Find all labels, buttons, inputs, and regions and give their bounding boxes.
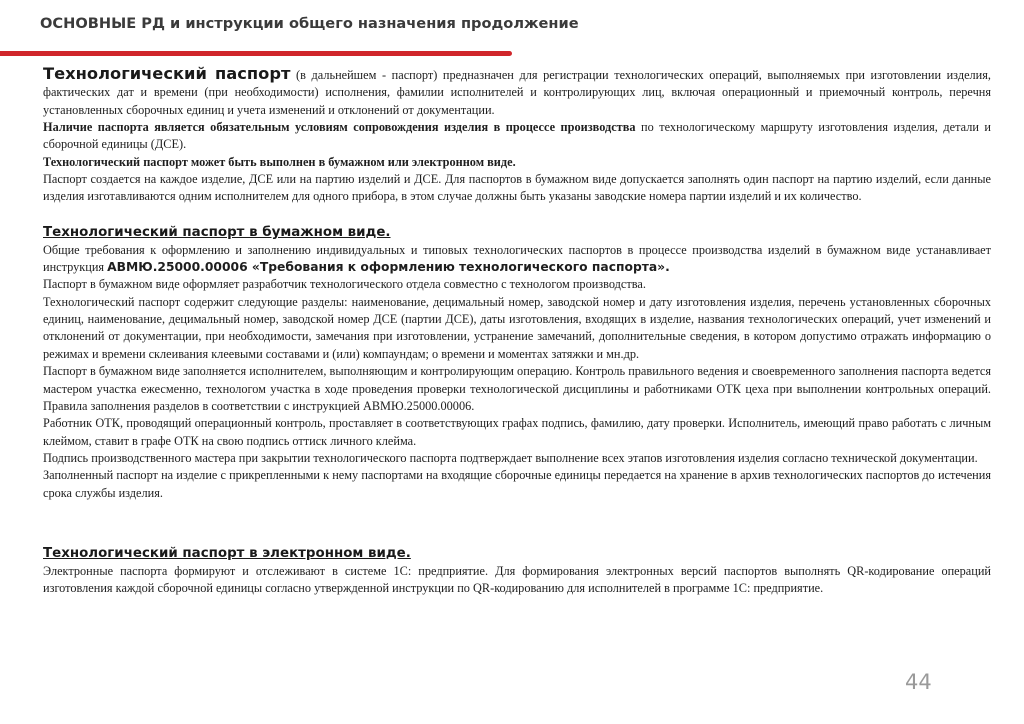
mandatory-rest: по технологическому маршруту изготовления изделия, детали и сборочной единицы (ДСЕ). [43,120,991,152]
paper-paragraph-4: Паспорт в бумажном виде заполняется исполнителем, выполняющим и контролирующим операцию. Контроль правильного ведения и своевременного заполнения паспорта ведется мастером участка ежесменно, технологом участка в ходе проведения проверки технологической дисциплины и работниками ОТК цеха при выполнении контрольных операций. Правила заполнения разделов в соответствии с инструкцией АВМЮ.25000.00006. [43,364,991,413]
instruction-reference: АВМЮ.25000.00006 «Требования к оформлению технологического паспорта». [107,260,670,275]
electronic-section-heading: Технологический паспорт в электронном виде. [43,545,411,561]
paper-paragraph-1 [43,242,991,277]
creation-paragraph: Паспорт создается на каждое изделие, ДСЕ или на партию изделий и ДСЕ. Для паспортов в бумажном виде допускается заполнять один паспорт на партию изделий, если данные изделия изготавливаются одним исполнителем для одного прибора, в этом случае должны быть указаны заводские номера партии изделий и их количество. [43,172,991,204]
paper-paragraph-6: Подпись производственного мастера при закрытии технологического паспорта подтверждает выполнение всех этапов изготовления изделия согласно технической документации. [43,450,978,465]
paper-p1-text: Общие требования к оформлению и заполнению индивидуальных и типовых технологических паспортов в процессе производства изделий в бумажном виде устанавливает инструкция [43,242,991,275]
page-number: 44 [905,670,932,694]
electronic-paragraph-1: Электронные паспорта формируют и отслеживают в системе 1С: предприятие. Для формирования электронных версий паспортов выполнять QR-кодирование операций изготовления каждой сборочной единицы согласно утвержденной инструкции по QR-кодированию для исполнителей в программе 1С: предприятие. [43,563,991,596]
form-statement: Технологический паспорт может быть выполнен в бумажном или электронном виде. [43,154,516,169]
mandatory-bold: Наличие паспорта является обязательным условиям сопровождения изделия в процессе производства [43,120,636,135]
intro-paragraph [43,65,991,119]
paper-paragraph-3: Технологический паспорт содержит следующие разделы: наименование, децимальный номер, заводской номер и дату изготовления изделия, перечень установленных сборочных единиц, наименование, децимальный номер, заводской номер ДСЕ (партии ДСЕ), даты изготовления, входящих в изделие, названия технологических операций, учет изменений и отклонений от документации, при необходимости, замечания при изготовлении, устранение замечаний, дополнительные сведения, в котором допустимо отражать информацию о режимах и времени склеивания клеевыми составами и (или) компаундам; о времени и моментах затяжки и мн.др. [43,294,991,361]
document-body [43,65,991,598]
paper-paragraph-7: Заполненный паспорт на изделие с прикрепленными к нему паспортами на входящие сборочные единицы передается на хранение в архив технологических паспортов до истечения срока службы изделия. [43,468,991,500]
page-title: ОСНОВНЫЕ РД и инструкции общего назначения продолжение [40,15,579,32]
paper-section-heading: Технологический паспорт в бумажном виде. [43,224,391,240]
paper-paragraph-2: Паспорт в бумажном виде оформляет разработчик технологического отдела совместно с технологом производства. [43,277,646,292]
header-accent-line [0,51,512,56]
form-paragraph [43,154,991,171]
mandatory-paragraph [43,119,991,154]
intro-text: (в дальнейшем - паспорт) предназначен для регистрации технологических операций, выполняемых при изготовлении изделия, фактических дат и времени (при необходимости) исполнения, фамилии исполнителей и контролирующих лиц, включая операционный и приемочный контроль, перечня установленных сборочных единиц и учета изменений и отклонений от документации. [43,68,991,117]
intro-term: Технологический паспорт [43,64,291,83]
paper-paragraph-5: Работник ОТК, проводящий операционный контроль, проставляет в соответствующих графах подпись, фамилию, дату проверки. Исполнитель, имеющий право работать с личным клеймом, ставит в графе ОТК на свою подпись оттиск личного клейма. [43,416,991,448]
